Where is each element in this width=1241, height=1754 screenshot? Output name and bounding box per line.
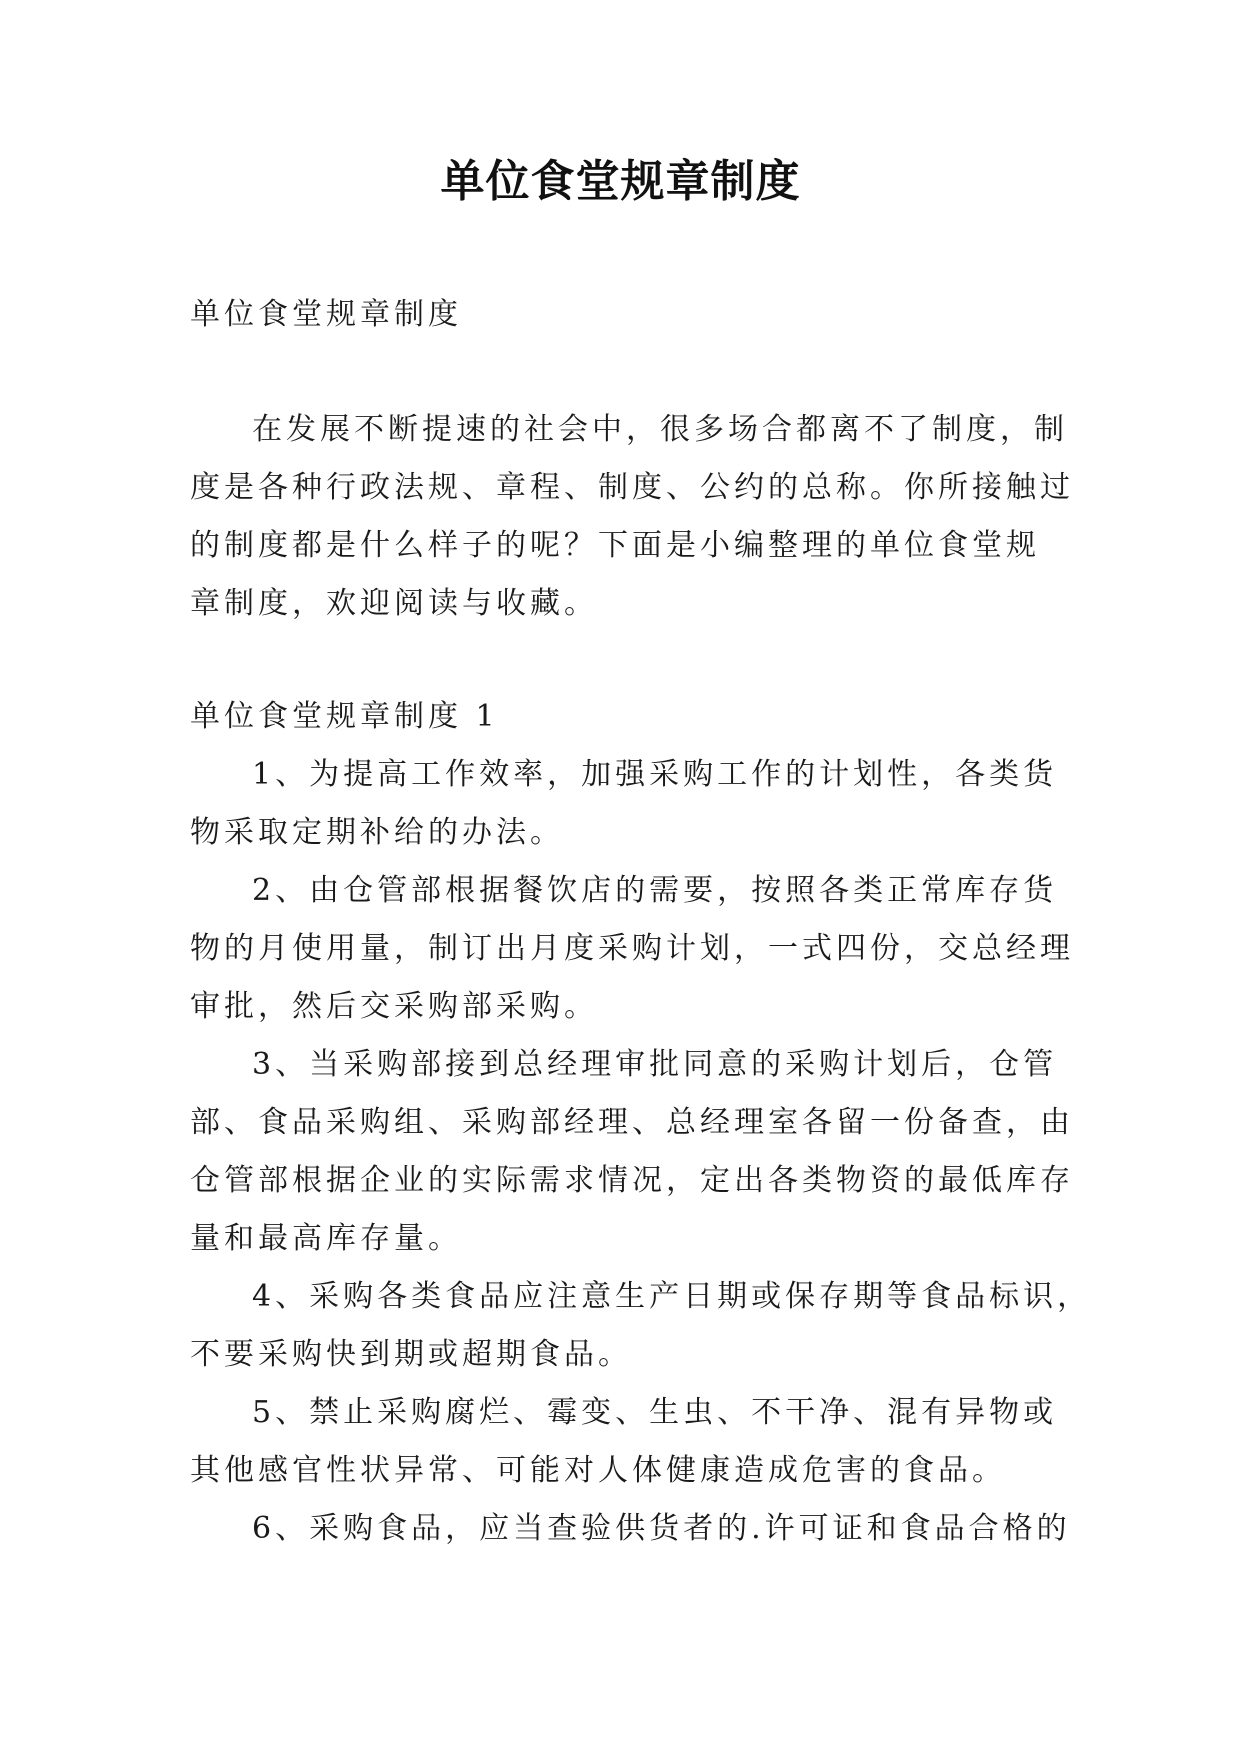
document-subtitle: 单位食堂规章制度 xyxy=(190,297,462,332)
item-line: 不要采购快到期或超期食品。 xyxy=(190,1337,632,1372)
intro-line: 在发展不断提速的社会中，很多场合都离不了制度，制 xyxy=(252,412,1068,447)
item-line: 物采取定期补给的办法。 xyxy=(190,815,564,850)
intro-line: 的制度都是什么样子的呢？下面是小编整理的单位食堂规 xyxy=(190,528,1040,563)
item-line: 量和最高库存量。 xyxy=(190,1221,462,1256)
item-line: 3、当采购部接到总经理审批同意的采购计划后，仓管 xyxy=(252,1047,1058,1082)
item-line: 4、采购各类食品应注意生产日期或保存期等食品标识， xyxy=(252,1279,1092,1314)
document-title: 单位食堂规章制度 xyxy=(440,156,801,207)
item-line: 审批，然后交采购部采购。 xyxy=(190,989,598,1024)
item-line: 1、为提高工作效率，加强采购工作的计划性，各类货 xyxy=(252,757,1058,792)
item-line: 2、由仓管部根据餐饮店的需要，按照各类正常库存货 xyxy=(252,873,1058,908)
section-heading: 单位食堂规章制度 1 xyxy=(190,699,499,734)
item-line: 部、食品采购组、采购部经理、总经理室各留一份备查，由 xyxy=(190,1105,1074,1140)
intro-line: 章制度，欢迎阅读与收藏。 xyxy=(190,586,598,621)
item-line: 6、采购食品，应当查验供货者的.许可证和食品合格的 xyxy=(252,1511,1071,1546)
item-line: 仓管部根据企业的实际需求情况，定出各类物资的最低库存 xyxy=(190,1163,1074,1198)
item-line: 5、禁止采购腐烂、霉变、生虫、不干净、混有异物或 xyxy=(252,1395,1058,1430)
item-line: 其他感官性状异常、可能对人体健康造成危害的食品。 xyxy=(190,1453,1006,1488)
item-line: 物的月使用量，制订出月度采购计划，一式四份，交总经理 xyxy=(190,931,1074,966)
intro-line: 度是各种行政法规、章程、制度、公约的总称。你所接触过 xyxy=(190,470,1074,505)
